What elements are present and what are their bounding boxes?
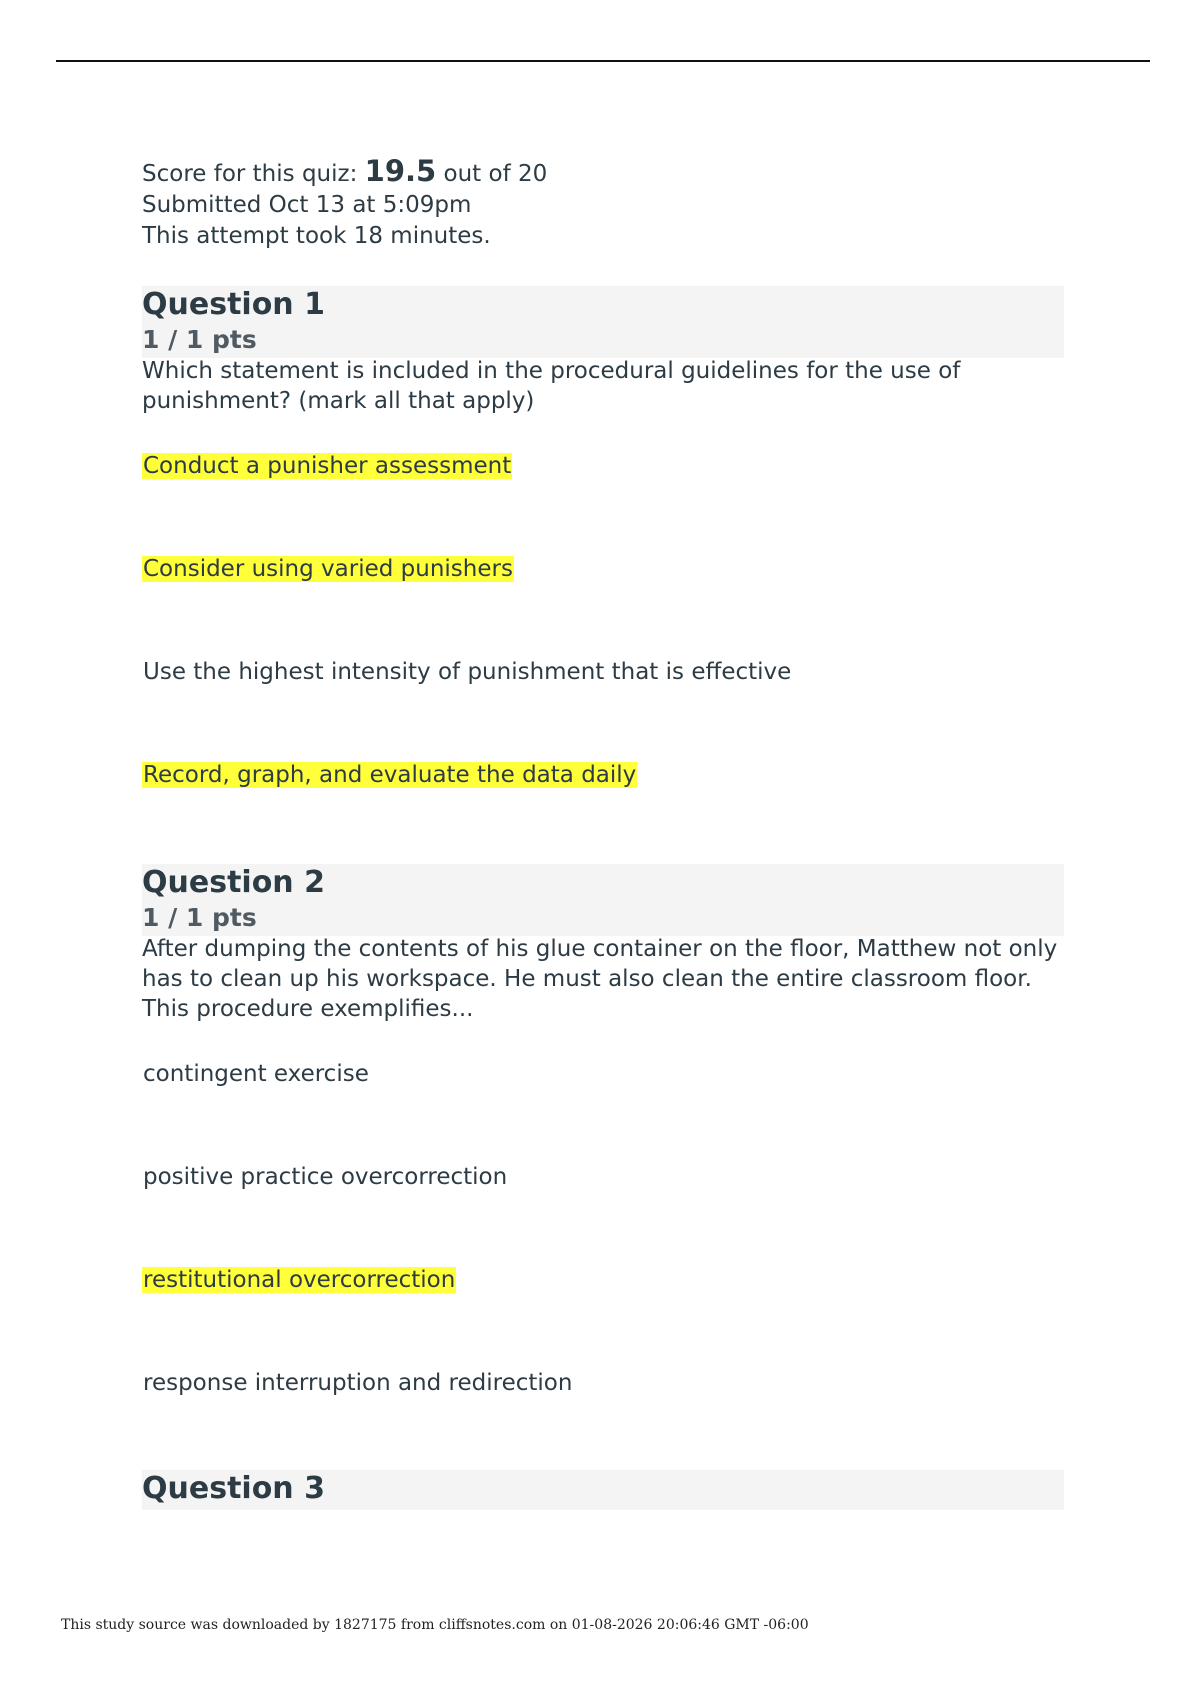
answer-option[interactable] (142, 1161, 1064, 1194)
score-value: 19.5 (364, 154, 437, 188)
question-points: 1 / 1 pts (142, 325, 257, 354)
quiz-summary (142, 156, 1064, 252)
question-header (142, 1470, 1064, 1510)
answer-text: response interruption and redirection (143, 1370, 573, 1396)
answer-list (142, 1058, 1064, 1400)
answer-text: restitutional overcorrection (143, 1267, 456, 1293)
answer-option[interactable] (142, 1367, 1064, 1400)
question-2 (142, 864, 1064, 1400)
answer-option[interactable] (142, 553, 1064, 586)
score-line (142, 156, 1064, 190)
question-text: After dumping the contents of his glue container on the floor, Matthew not only has to clean up his workspace. He must also clean the entire classroom floor. This procedure exemplifies... (142, 936, 1058, 1022)
answer-option[interactable] (142, 656, 1064, 689)
question-title: Question 2 (142, 865, 325, 900)
score-total: out of 20 (443, 161, 548, 187)
answer-text: Consider using varied punishers (143, 556, 513, 582)
question-title: Question 3 (142, 1471, 325, 1506)
question-header (142, 864, 1064, 936)
quiz-content (142, 156, 1064, 1510)
answer-text: Conduct a punisher assessment (143, 453, 512, 479)
attempt-duration: This attempt took 18 minutes. (142, 223, 491, 249)
answer-text: contingent exercise (143, 1061, 369, 1087)
answer-option[interactable] (142, 1058, 1064, 1091)
question-3 (142, 1470, 1064, 1510)
answer-list (142, 450, 1064, 792)
answer-option[interactable] (142, 1264, 1064, 1297)
answer-option[interactable] (142, 450, 1064, 483)
answer-text: Use the highest intensity of punishment that is effective (143, 659, 792, 685)
question-1 (142, 286, 1064, 792)
score-label: Score for this quiz: (142, 161, 358, 187)
question-text: Which statement is included in the procedural guidelines for the use of punishment? (mark all that apply) (142, 358, 961, 414)
question-points: 1 / 1 pts (142, 903, 257, 932)
top-rule (56, 60, 1150, 62)
answer-option[interactable] (142, 759, 1064, 792)
download-footer: This study source was downloaded by 1827175 from cliffsnotes.com on 01-08-2026 20:06:46 GMT -06:00 (61, 1617, 809, 1633)
answer-text: positive practice overcorrection (143, 1164, 508, 1190)
question-header (142, 286, 1064, 358)
submitted-time: Submitted Oct 13 at 5:09pm (142, 192, 472, 218)
answer-text: Record, graph, and evaluate the data daily (143, 762, 637, 788)
question-title: Question 1 (142, 287, 325, 322)
